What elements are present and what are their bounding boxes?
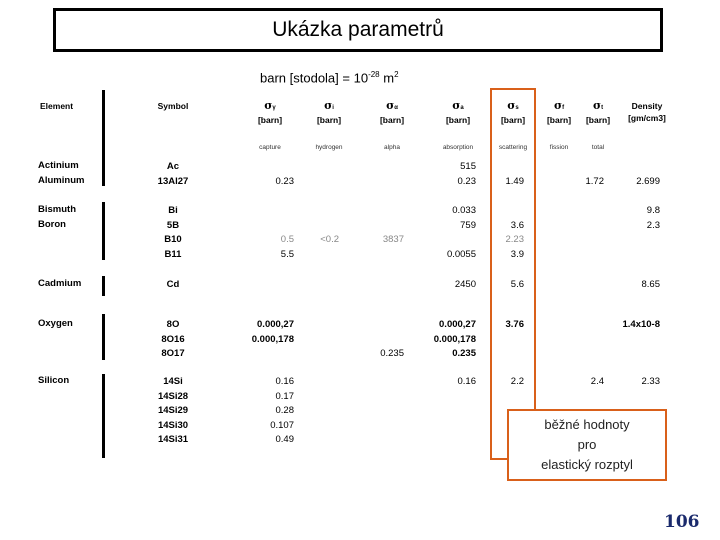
element-name: Boron [38, 218, 66, 230]
cell-symbol: 14Si30 [157, 419, 189, 431]
cell-scattering: 5.6 [510, 279, 524, 290]
cell-symbol: B11 [164, 248, 182, 260]
col-header-alpha: σα [barn] [379, 99, 405, 125]
cell-total: 1.72 [585, 175, 604, 187]
group-divider [102, 202, 105, 260]
cell-density: 8.65 [641, 279, 660, 290]
group-divider [102, 90, 105, 186]
cell-capture: 0.000,178 [251, 333, 294, 345]
col-header-absorption: σa [barn] [445, 99, 471, 125]
cell-absorption: 2450 [454, 279, 476, 290]
slide-title-text: Ukázka parametrů [272, 18, 444, 41]
cell-scattering: 3.6 [510, 219, 524, 231]
elastic-scattering-callout: běžné hodnoty pro elastický rozptyl [507, 409, 667, 481]
cell-density: 1.4x10-8 [622, 319, 660, 330]
cell-absorption: 515 [460, 161, 476, 172]
cell-capture: 0.49 [275, 434, 294, 446]
desc-alpha: alpha [384, 144, 400, 151]
cell-absorption: 0.23 [457, 175, 476, 187]
cell-capture: 0.23 [275, 175, 294, 187]
cell-capture: 0.000,27 [257, 319, 294, 330]
cell-absorption: 0.16 [457, 376, 476, 387]
desc-hydrogen: hydrogen [315, 144, 343, 151]
cell-symbol: Cd [166, 279, 180, 290]
cell-symbol: Bi [168, 205, 178, 216]
element-name: Cadmium [38, 278, 82, 289]
desc-capture: capture [259, 144, 281, 151]
cell-symbol: 14Si31 [157, 434, 189, 446]
group-divider [102, 374, 105, 458]
cell-capture: 5.5 [280, 248, 294, 260]
cell-symbol: B10 [164, 234, 182, 246]
cell-capture: 0.28 [275, 405, 294, 417]
cell-scattering: 1.49 [505, 175, 524, 187]
cell-density: 2.699 [636, 175, 660, 187]
col-header-scattering: σs [barn] [500, 99, 526, 125]
cell-symbol: 13Al27 [157, 175, 189, 187]
group-divider [102, 314, 105, 360]
slide-title [53, 8, 663, 52]
element-name: Bismuth [38, 204, 76, 215]
cell-capture: 0.5 [280, 234, 294, 246]
cell-absorption: 0.033 [452, 205, 476, 216]
cell-density: 2.3 [646, 219, 660, 231]
cell-absorption: 759 [460, 219, 476, 231]
cell-absorption: 0.0055 [446, 248, 476, 260]
cell-scattering: 3.9 [510, 248, 524, 260]
cell-capture: 0.107 [270, 419, 294, 431]
cell-symbol: 8O [166, 319, 180, 330]
cell-symbol: 8O16 [161, 333, 185, 345]
cell-absorption: 0.000,178 [433, 333, 476, 345]
desc-absorption: absorption [442, 144, 474, 151]
scattering-highlight-box [490, 88, 536, 460]
cell-symbol: 14Si29 [157, 405, 189, 417]
cell-capture: 0.17 [275, 390, 294, 402]
cell-alpha: 3837 [382, 234, 404, 246]
cell-scattering: 3.76 [505, 319, 524, 330]
col-header-fission: σf [barn] [546, 99, 572, 125]
cell-density: 9.8 [646, 205, 660, 216]
col-header-total: σt [barn] [585, 99, 611, 125]
group-divider [102, 276, 105, 296]
element-name: Aluminum [38, 174, 85, 186]
cell-alpha: 0.235 [380, 348, 404, 360]
cell-symbol: Ac [166, 161, 180, 172]
cell-scattering: 2.2 [510, 376, 524, 387]
cell-symbol: 14Si28 [157, 390, 189, 402]
col-header-hydrogen: σi [barn] [316, 99, 342, 125]
cell-capture: 0.16 [275, 376, 294, 387]
element-name: Oxygen [38, 318, 73, 329]
col-header-element: Element [40, 101, 74, 111]
desc-total: total [591, 144, 605, 151]
col-header-capture: σγ [barn] [257, 99, 283, 125]
cell-absorption: 0.000,27 [439, 319, 476, 330]
col-header-symbol: Symbol [157, 101, 189, 111]
page-number: 106 [664, 512, 700, 532]
cell-symbol: 14Si [163, 376, 183, 387]
col-header-density: Density [gm/cm3] [628, 101, 666, 123]
unit-note: barn [stodola] = $10^{-28}$ $m^2$ [260, 70, 399, 86]
cell-density: 2.33 [641, 376, 660, 387]
cell-absorption: 0.235 [452, 348, 476, 360]
cell-symbol: 5B [166, 219, 180, 231]
cell-total: 2.4 [590, 376, 604, 387]
cell-hydrogen: <0.2 [320, 234, 339, 246]
cell-scattering: 2.23 [505, 234, 524, 246]
desc-fission: fission [549, 144, 569, 151]
desc-scattering: scattering [498, 144, 528, 151]
element-name: Actinium [38, 160, 79, 171]
cell-symbol: 8O17 [161, 348, 185, 360]
element-name: Silicon [38, 375, 70, 386]
